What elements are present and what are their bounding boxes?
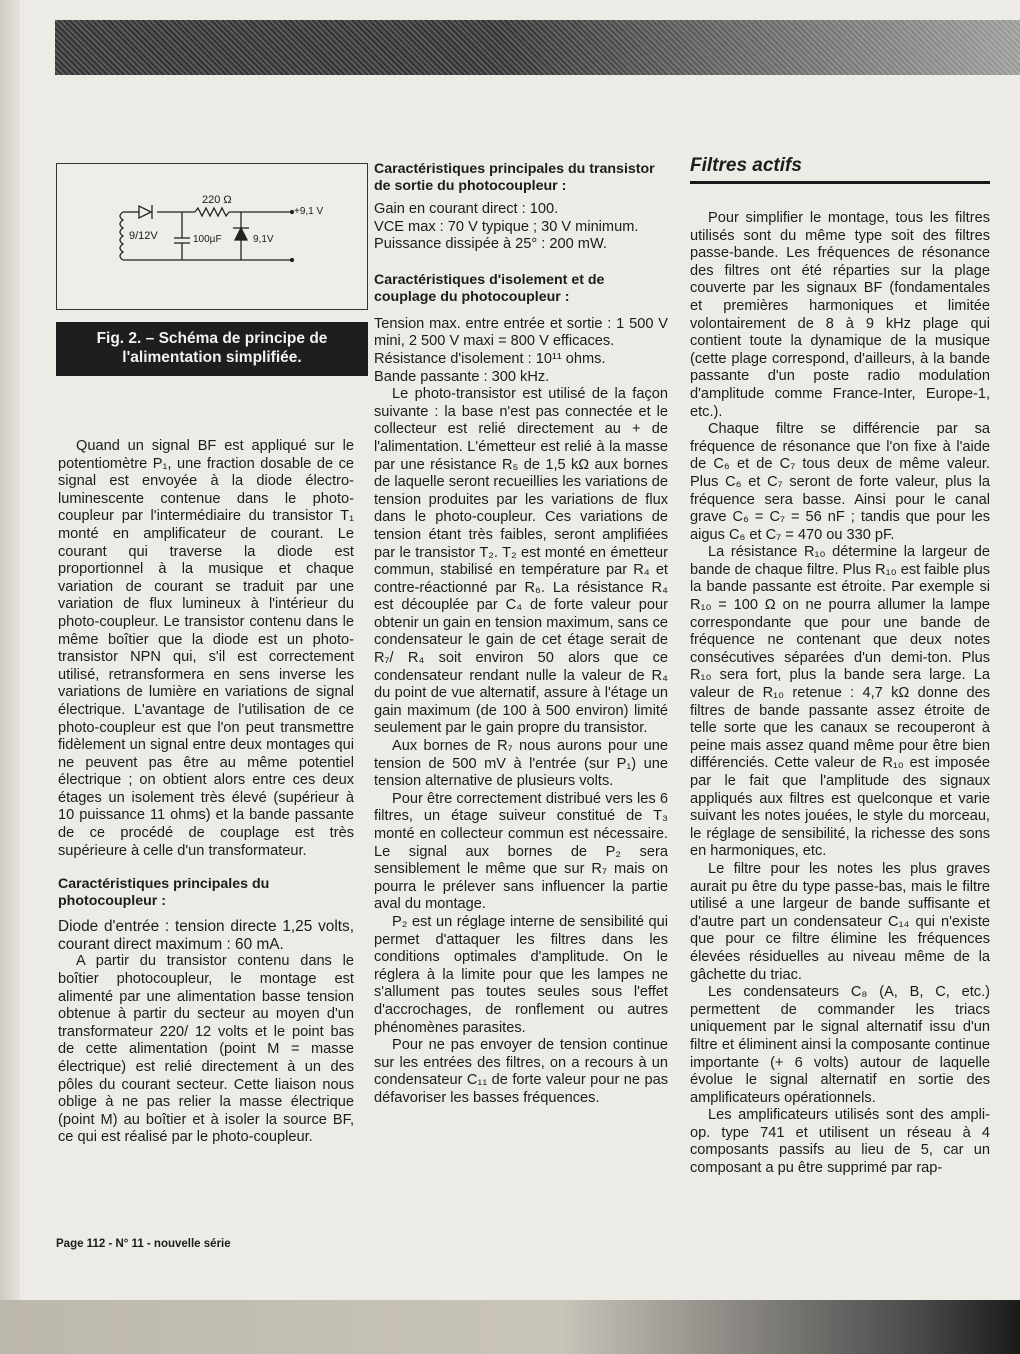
middle-spec-vce: VCE max : 70 V typique ; 30 V minimum. xyxy=(374,218,639,235)
middle-heading-isolement: Caractéristiques d'isolement et de couplage du photocoupleur : xyxy=(374,271,605,305)
left-paragraph-1: Quand un signal BF est appliqué sur le potentiomètre P₁, une fraction dosable de ce signal est envoyée à la diode électro-luminescente contenue dans le photo-coupleur par l'intermédiaire du transistor T₁ monté en amplificateur de courant. Le courant qui traverse la diode est proportionnel à la musique et chaque variation de courant se traduit par une variation de flux lumineux à l'intérieur du photo-coupleur. Le transistor contenu dans le même boîtier que la diode est un photo-transistor NPN qui, s'il est correctement utilisé, retransformera en sens inverse les variations de lumière en variations de signal électrique. L'avantage de l'utilisation de ce photo-coupleur est que l'on peut transmettre fidèlement un signal entre deux montages qui ne peuvent pas être au même potentiel électrique ; on obtient alors entre ces deux étages un isolement très élevé (supérieur à 10 puissance 11 ohms) et la bande passante de ce procédé de couplage est très supérieure à celle d'un transformateur. xyxy=(58,438,354,859)
page-folio: Page 112 - N° 11 - nouvelle série xyxy=(56,1238,231,1250)
middle-spec-bandwidth: Bande passante : 300 kHz. xyxy=(374,368,550,385)
middle-column xyxy=(374,161,668,1108)
transformer-coil xyxy=(120,212,123,260)
middle-spec-tension: Tension max. entre entrée et sortie : 1 500 V mini, 2 500 V maxi = 800 V efficaces. xyxy=(374,315,668,350)
middle-paragraph-1: Le photo-transistor est utilisé de la façon suivante : la base n'est pas connectée et le collecteur est relié directement au + de l'alimentation. L'émetteur est relié à la masse par une résistance R₅ de 1,5 kΩ aux bornes de laquelle seront recueillies les variations de tension produites par les variations de flux dans le photo-coupleur. Ces variations de tension étant très faibles, seront amplifiées par le transistor T₂. T₂ est monté en émetteur commun, stabilisé en température par R₄ et contre-réactionné par R₆. La résistance R₄ est découplée par C₄ de forte valeur pour obtenir un gain en tension maximum, sans ce condensateur le gain de cet étage serait de R₇/ R₄ soit environ 50 alors que ce condensateur rendant nulle la valeur de R₄ du point de vue alternatif, assure à l'étage un gain maximum (de 100 à 500 environ) limité seulement par le gain propre du transistor. xyxy=(374,386,668,737)
caption-line-1: Fig. 2. – Schéma de principe de xyxy=(96,330,328,347)
right-paragraph-6: Les amplificateurs utilisés sont des ampli-op. type 741 et utilisent un réseau à 4 composants passifs au lieu de 5, car un composant a pu être supprimé par rap- xyxy=(690,1107,990,1177)
right-column xyxy=(690,155,990,1178)
right-paragraph-4: Le filtre pour les notes les plus graves aurait pu être du type passe-bas, mais le filtre utilisé a une largeur de bande suffisante et d'autre part un condensateur C₁₄ qui n'existe que pour ce filtre élimine les fréquences élevées résiduelles au niveau même de la gâchette du triac. xyxy=(690,860,990,983)
left-paragraph-2: Diode d'entrée : tension directe 1,25 volts, courant direct maximum : 60 mA. xyxy=(58,918,354,953)
middle-paragraph-5: Pour ne pas envoyer de tension continue sur les entrées des filtres, on a recours à un condensateur C₁₁ de forte valeur pour ne pas défavoriser les basses fréquences. xyxy=(374,1037,668,1106)
figure-caption xyxy=(56,322,368,376)
right-paragraph-3: La résistance R₁₀ détermine la largeur de bande de chaque filtre. Plus R₁₀ est faible plus la bande passante est étroite. Par exemple si R₁₀ = 100 Ω on ne pourra allumer la lampe correspondante que pour une bande de fréquence ne contenant que deux notes consécutives séparées d'un demi-ton. Plus R₁₀ sera fort, plus la bande sera large. La valeur de R₁₀ retenue : 4,7 kΩ donne des filtres de bande passante assez étroite de telle sorte que les canaux se recouperont à peine mais assez quand même pour être bien différenciés. Cette valeur de R₁₀ est imposée par le fait que l'amplitude des signaux appliqués aux filtres est quelconque et varie suivant les notes jouées, le style du morceau, le réglage de sensibilité, la richesse des sons en harmoniques, etc. xyxy=(690,544,990,860)
left-heading-photocoupleur: Caractéristiques principales du photocoupleur : xyxy=(58,876,270,910)
resistor-label: 220 Ω xyxy=(202,194,232,206)
zener-label: 9,1V xyxy=(253,234,274,245)
right-paragraph-1: Pour simplifier le montage, tous les filtres utilisés sont du même type soit des filtres passe-bande. Les fréquences de résonance des filtres ont été réparties sur la plage couverte par les signaux BF (fondamentales et premières harmoniques et limitée volontairement de 8 à 9 kHz plage qui contient toute la dynamique de la musique (cette plage correspond, d'ailleurs, à la bande passante d'un poste radio modulation d'amplitude comme France-Inter, Europe-1, etc.). xyxy=(690,210,990,420)
middle-heading-transistor: Caractéristiques principales du transistor de sortie du photocoupleur : xyxy=(374,161,655,194)
left-paragraph-3: A partir du transistor contenu dans le boîtier photocoupleur, le montage est alimenté par une alimentation basse tension obtenue à partir du secteur au moyen d'un transformateur 220/ 12 volts et le point bas de cette alimentation (point M = masse électrique) est relié directement à un des pôles du courant secteur. Cette liaison nous oblige à ne pas relier la masse électrique (point M) au boîtier et à isoler la source BF, ce qui est réalisé par le photo-coupleur. xyxy=(58,953,354,1146)
middle-spec-resistance: Résistance d'isolement : 10¹¹ ohms. xyxy=(374,350,606,367)
resistor xyxy=(195,208,229,216)
middle-paragraph-2: Aux bornes de R₇ nous aurons pour une tension de 500 mV à l'entrée (sur P₁) une tension alternative de plusieurs volts. xyxy=(374,738,668,790)
page-edge xyxy=(0,0,20,1354)
secondary-label: 9/12V xyxy=(129,230,158,242)
middle-spec-power: Puissance dissipée à 25° : 200 mW. xyxy=(374,236,607,253)
schematic-figure xyxy=(56,163,368,310)
right-paragraph-5: Les condensateurs C₈ (A, B, C, etc.) permettent de commander les triacs uniquement par le signal alternatif issu d'un filtre et éliminent ainsi la composante continue importante (+ 6 volts) autour de laquelle évolue le signal alternatif en sortie des amplificateurs opérationnels. xyxy=(690,984,990,1106)
middle-spec-gain: Gain en courant direct : 100. xyxy=(374,201,559,217)
left-column xyxy=(58,438,354,1147)
output-label: +9,1 V xyxy=(294,206,324,217)
capacitor-label: 100µF xyxy=(193,234,222,245)
middle-paragraph-4: P₂ est un réglage interne de sensibilité qui permet d'attaquer les filtres dans les conditions optimales d'amplitude. On le réglera à la limite pour que les lampes ne s'allument pas toutes seules sous l'effet d'accrochages, de ronflement ou autres phénomènes parasites. xyxy=(374,913,668,1036)
scan-bottom-edge xyxy=(0,1300,1020,1354)
caption-line-2: l'alimentation simplifiée. xyxy=(122,349,302,366)
middle-paragraph-3: Pour être correctement distribué vers les 6 filtres, un étage suiveur constitué de T₃ monté en collecteur commun est nécessaire. Le signal aux bornes de P₂ sera sensiblement le même que sur R₇ mais on pourra le prélever sans influencer la partie aval du montage. xyxy=(374,790,668,913)
right-paragraph-2: Chaque filtre se différencie par sa fréquence de résonance que l'on fixe à l'aide de C₆ et de C₇ tous deux de même valeur. Plus C₆ et C₇ seront de forte valeur, plus la fréquence sera basse. Ainsi pour le canal grave C₆ = C₇ = 56 nF ; tandis que pour les aigus C₆ et C₇ = 470 ou 330 pF. xyxy=(690,421,990,543)
header-tint-band xyxy=(55,20,1020,75)
section-title-filtres-actifs: Filtres actifs xyxy=(690,155,990,184)
